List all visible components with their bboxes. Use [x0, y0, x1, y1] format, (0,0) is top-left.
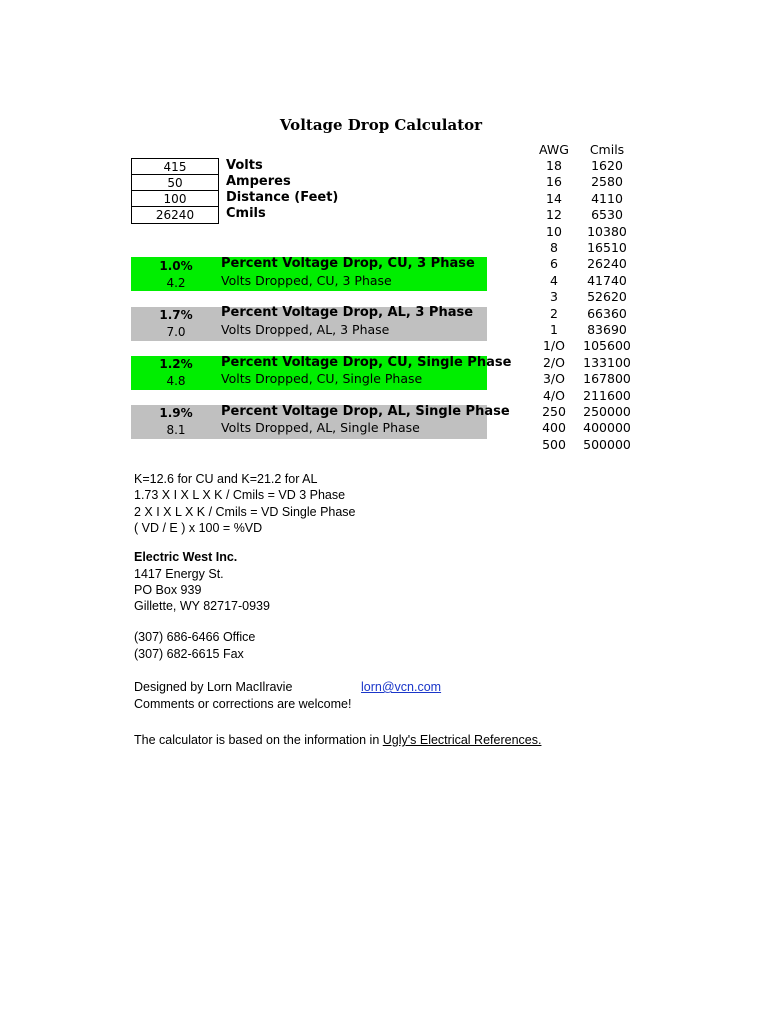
percent-label: Percent Voltage Drop, CU, 3 Phase [221, 256, 475, 271]
cmils-cell: 52620 [587, 289, 627, 305]
designer-credit: Designed by Lorn MacIlravie [134, 680, 293, 694]
awg-size-cell: 1 [550, 322, 558, 337]
cmils-cell: 16510 [587, 240, 627, 255]
awg-size-cell: 16 [546, 174, 562, 190]
phone-office: (307) 686-6466 Office [134, 630, 256, 644]
formula-line: ( VD / E ) x 100 = %VD [134, 521, 263, 535]
awg-size-cell: 10 [546, 223, 562, 239]
cmils-cell: 500000 [583, 436, 631, 452]
cmils-cell: 1620 [591, 158, 623, 173]
email-link[interactable]: lorn@vcn.com [361, 680, 442, 694]
reference-prefix: The calculator is based on the information in [134, 733, 383, 747]
awg-size-cell: 6 [550, 256, 558, 272]
address-line: PO Box 939 [134, 583, 202, 597]
volts-input[interactable]: 415 [131, 158, 219, 176]
cmils-cell: 167800 [583, 371, 631, 387]
percent-label: Percent Voltage Drop, CU, Single Phase [221, 355, 512, 370]
cmils-cell: 105600 [583, 338, 631, 354]
awg-size-cell: 4 [550, 272, 558, 288]
cmils-label: Cmils [226, 206, 266, 221]
awg-size-cell: 2/O [542, 354, 565, 370]
volts-label: Volts Dropped, CU, 3 Phase [221, 273, 392, 288]
percent-label: Percent Voltage Drop, AL, Single Phase [221, 404, 510, 419]
distance-label: Distance (Feet) [226, 190, 339, 205]
volts-value: 4.2 [166, 276, 186, 290]
amperes-label: Amperes [226, 174, 291, 189]
address-line: Gillette, WY 82717-0939 [134, 599, 270, 613]
reference-book-link[interactable]: Ugly's Electrical References. [382, 733, 542, 747]
awg-size-cell: 18 [546, 158, 562, 173]
cmils-cell: 66360 [587, 305, 627, 321]
awg-size-cell: 400 [542, 420, 566, 436]
cmils-cell: 6530 [591, 207, 623, 223]
awg-size-cell: 14 [546, 190, 562, 206]
awg-size-cell: 3 [550, 289, 558, 305]
percent-label: Percent Voltage Drop, AL, 3 Phase [221, 305, 474, 320]
awg-size-cell: 1/O [542, 338, 565, 354]
awg-size-cell: 8 [550, 240, 558, 255]
reference-line [134, 732, 541, 748]
volts-label: Volts Dropped, AL, 3 Phase [221, 322, 390, 337]
phone-fax: (307) 682-6615 Fax [134, 647, 244, 661]
cmils-cell: 400000 [583, 420, 631, 436]
awg-size-cell: 500 [542, 436, 566, 452]
cmils-cell: 41740 [587, 272, 627, 288]
awg-size-cell: 250 [542, 404, 566, 419]
cmils-cell: 2580 [591, 174, 623, 190]
awg-size-cell: 4/O [542, 387, 565, 403]
awg-header: AWG [539, 142, 569, 157]
volts-label: Volts Dropped, CU, Single Phase [221, 371, 423, 386]
percent-value: 1.0% [159, 259, 193, 273]
company-name: Electric West Inc. [134, 550, 238, 564]
cmils-cell: 83690 [587, 322, 627, 337]
cmils-input[interactable]: 26240 [131, 206, 219, 224]
percent-value: 1.9% [159, 406, 193, 420]
volts-label: Volts Dropped, AL, Single Phase [221, 420, 420, 435]
address-line: 1417 Energy St. [134, 567, 224, 581]
volts-value: 4.8 [166, 374, 186, 388]
formula-line: 2 X I X L X K / Cmils = VD Single Phase [134, 505, 356, 519]
formula-line: K=12.6 for CU and K=21.2 for AL [134, 472, 318, 486]
awg-size-cell: 12 [546, 207, 562, 223]
comments-note: Comments or corrections are welcome! [134, 697, 352, 711]
percent-value: 1.2% [159, 357, 193, 371]
cmils-header: Cmils [589, 142, 625, 157]
volts-label: Volts [226, 158, 263, 173]
distance-input[interactable]: 100 [131, 190, 219, 208]
amperes-input[interactable]: 50 [131, 174, 219, 192]
cmils-cell: 26240 [587, 256, 627, 272]
awg-size-cell: 2 [550, 305, 558, 321]
cmils-cell: 10380 [587, 223, 627, 239]
cmils-cell: 133100 [583, 354, 631, 370]
percent-value: 1.7% [159, 308, 193, 322]
awg-size-cell: 3/O [542, 371, 565, 387]
cmils-cell: 250000 [583, 404, 631, 419]
volts-value: 8.1 [166, 423, 186, 437]
formula-line: 1.73 X I X L X K / Cmils = VD 3 Phase [134, 488, 346, 502]
page-title: Voltage Drop Calculator [279, 116, 483, 134]
volts-value: 7.0 [166, 325, 186, 339]
cmils-cell: 211600 [583, 387, 631, 403]
cmils-cell: 4110 [591, 190, 623, 206]
